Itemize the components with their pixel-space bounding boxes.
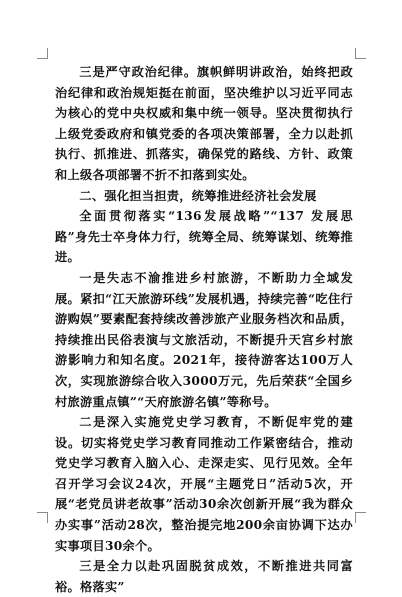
paragraph-poverty-alleviation: 三是全力以赴巩固脱贫成效，不断推进共同富裕。格落实” [55,559,353,594]
paragraph-party-history: 二是深入实施党史学习教育，不断促牢党的建设。切实将党史学习教育同推动工作紧密结合，推动党史学习教育入脑入心、走深走实、见行见效。全年召开学习会议24次，开展“主题党日”活动5次，开展“老党员讲老故事”活动30余次创新开展“我为群众办实事”活动28次，整治提完地200余亩协调下达办实事项目30余个。 [55,415,353,553]
paragraph-rural-tourism: 一是失志不渝推进乡村旅游，不断助力全域发展。紧扣“江天旅游环线”发展机遇，持续完善“吃住行游购娱”要素配套持续改善涉旅产业服务档次和品质，持续推出民俗表演与文旅活动，不断提升天宫乡村旅游影响力和知名度。2021年，接待游客达100万人次，实现旅游综合收入3000万元，先后荣获“全国乡村旅游重点镇”“天府旅游名镇”等称号。 [55,270,353,409]
crop-mark-bottom-right [355,512,366,523]
crop-mark-bottom-left [37,512,48,523]
document-body [55,62,353,597]
section-heading: 二、强化担当担责，统筹推进经济社会发展 [79,188,317,203]
crop-mark-top-left [37,48,48,59]
crop-mark-top-right [355,48,366,59]
paragraph-political-discipline: 三是严守政治纪律。旗帜鲜明讲政治，始终把政治纪律和政治规矩挺在前面，坚决维护以习近平同志为核心的党中央权威和集中统一领导。坚决贯彻执行上级党委政府和镇党委的各项决策部署，全力以赴抓执行、抓推进、抓落实，确保党的路线、方针、政策和上级各项部署不折不扣落到实处。 [55,65,353,182]
paragraph-strategy: 全面贯彻落实“136发展战略”“137 发展思路”身先士卒身体力行，统筹全局、统筹谋划、统筹推进。 [55,209,353,265]
